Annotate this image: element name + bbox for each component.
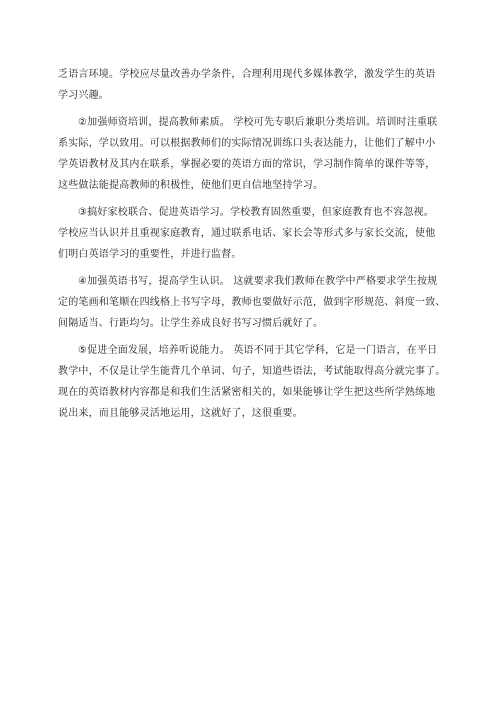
text-line: 学英语教材及其内在联系，掌握必要的英语方面的常识，学习制作简单的课件等等，: [58, 159, 436, 170]
paragraph-teacher-training: [58, 112, 438, 196]
text-line: 乏语言环境。学校应尽量改善办学条件，合理利用现代多媒体教学，激发学生的英语: [58, 69, 436, 80]
text-line: 学校应当认识并且重视家庭教育，通过联系电话、家长会等形式多与家长交流，使他: [58, 228, 436, 239]
text-line: ③搞好家校联合、促进英语学习。学校教育固然重要，但家庭教育也不容忽视。: [78, 207, 434, 218]
paragraph-intro-continuation: [58, 64, 438, 106]
text-line: 间隔适当、行距均匀。让学生养成良好书写习惯后就好了。: [58, 318, 324, 329]
text-line: 这些做法能提高教师的积极性，使他们更自信地坚持学习。: [58, 180, 324, 191]
text-line: 说出来，而且能够灵活地运用，这就好了，这很重要。: [58, 408, 303, 419]
paragraph-home-school: [58, 202, 438, 265]
paragraph-writing: [58, 271, 446, 334]
document-page: [58, 64, 446, 430]
text-line: 定的笔画和笔顺在四线格上书写字母，教师也要做好示范，做到字形规范、斜度一致、: [58, 297, 446, 308]
text-line: ⑤促进全面发展，培养听说能力。 英语不同于其它学科，它是一门语言，在平日: [78, 345, 438, 356]
text-line: 教学中，不仅是让学生能背几个单词、句子，知道些语法，考试能取得高分就完事了。: [58, 366, 446, 377]
text-line: ④加强英语书写，提高学生认识。 这就要求我们教师在教学中严格要求学生按规: [78, 276, 438, 287]
text-line: 学习兴趣。: [58, 90, 109, 101]
paragraph-listening-speaking: [58, 340, 446, 424]
text-line: 现在的英语教材内容都是和我们生活紧密相关的，如果能够让学生把这些所学熟练地: [58, 387, 436, 398]
text-line: ②加强师资培训，提高教师素质。 学校可先专职后兼职分类培训。培训时注重联: [78, 117, 438, 128]
text-line: 系实际，学以致用。可以根据教师们的实际情况训练口头表达能力，让他们了解中小: [58, 138, 436, 149]
text-line: 们明白英语学习的重要性，并进行监督。: [58, 249, 242, 260]
